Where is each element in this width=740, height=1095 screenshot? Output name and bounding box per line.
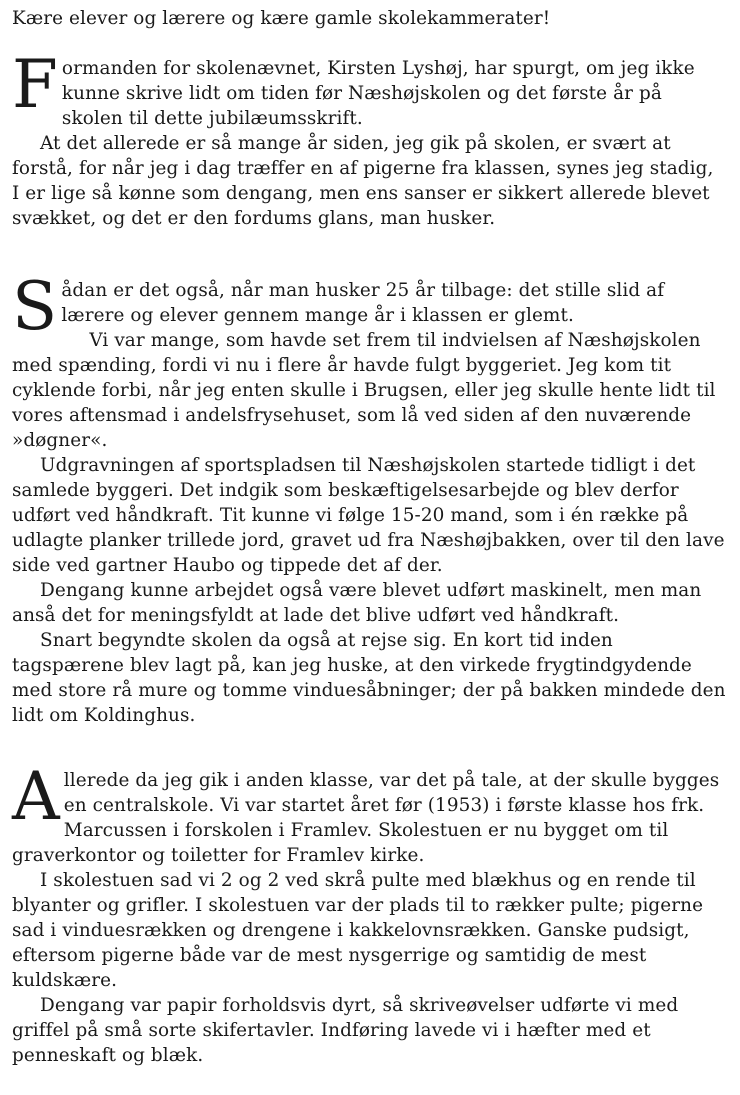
paragraph-text: llerede da jeg gik i anden klasse, var det på tale, at der skulle bygges en centralskole. Vi var startet året før (1953) i første klasse hos frk. Marcussen i forskolen i Framlev. Skolestuen er nu bygget om til graverkontor og toiletter for Framlev kirke. bbox=[12, 770, 720, 866]
paragraph: Snart begyndte skolen da også at rejse sig. En kort tid inden tagspærene blev lagt på, kan jeg huske, at den virkede frygtindgydende med store rå mure og tomme vinduesåbninger; der på bakken mindede den lidt om Koldinghus. bbox=[12, 630, 726, 726]
paragraph bbox=[12, 758, 726, 868]
paragraph: At det allerede er så mange år siden, jeg gik på skolen, er svært at forstå, for når jeg i dag træffer en af pigerne fra klassen, synes jeg stadig, I er lige så kønne som dengang, men ens sanser er sikkert allerede blevet svækket, og det er den fordums glans, man husker. bbox=[12, 133, 714, 229]
salutation: Kære elever og lærere og kære gamle skolekammerater! bbox=[12, 8, 551, 29]
paragraph: Vi var mange, som havde set frem til indvielsen af Næshøjskolen med spænding, fordi vi nu i flere år havde fulgt byggeriet. Jeg kom tit cyklende forbi, når jeg enten skulle i Brugsen, eller jeg skulle hente lidt til vores aftensmad i andelsfrysehuset, som lå ved siden af den nuværende »døgner«. bbox=[12, 330, 716, 451]
paragraph: Dengang var papir forholdsvis dyrt, så skriveøvelser udførte vi med griffel på små sorte skifertavler. Indføring lavede vi i hæfter med et penneskaft og blæk. bbox=[12, 995, 679, 1066]
section-3 bbox=[12, 758, 726, 1068]
section-1 bbox=[12, 46, 726, 231]
drop-cap: S bbox=[12, 268, 58, 345]
paragraph bbox=[12, 268, 726, 345]
paragraph: I skolestuen sad vi 2 og 2 ved skrå pulte med blækhus og en rende til blyanter og grifler. I skolestuen var der plads til to rækker pulte; pigerne sad i vinduesrækken og drengene i kakkelovnsrækken. Ganske pudsigt, eftersom pigerne både var de mest nysgerrige og samtidig de mest kuldskære. bbox=[12, 870, 704, 991]
drop-cap: A bbox=[12, 758, 60, 835]
paragraph-text: ormanden for skolenævnet, Kirsten Lyshøj, har spurgt, om jeg ikke kunne skrive lidt om tiden før Næshøjskolen og det første år på skolen til dette jubilæumsskrift. bbox=[61, 58, 695, 129]
paragraph bbox=[12, 46, 726, 131]
section-2 bbox=[12, 268, 726, 728]
paragraph-text: ådan er det også, når man husker 25 år tilbage: det stille slid af lærere og elever gennem mange år i klassen er glemt. bbox=[61, 280, 665, 326]
paragraph: Dengang kunne arbejdet også være blevet udført maskinelt, men man anså det for meningsfyldt at lade det blive udført ved håndkraft. bbox=[12, 580, 702, 626]
drop-cap: F bbox=[12, 46, 58, 123]
paragraph: Udgravningen af sportspladsen til Næshøjskolen startede tidligt i det samlede byggeri. Det indgik som beskæftigelsesarbejde og blev derfor udført ved håndkraft. Tit kunne vi følge 15-20 mand, som i én række på udlagte planker trillede jord, gravet ud fra Næshøjbakken, over til den lave side ved gartner Haubo og tippede det af der. bbox=[12, 455, 725, 576]
